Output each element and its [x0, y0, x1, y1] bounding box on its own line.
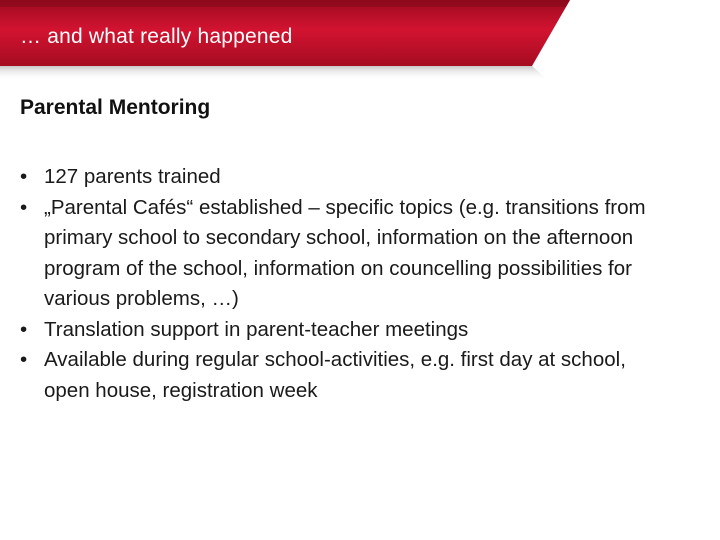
slide-subtitle: Parental Mentoring [20, 96, 211, 119]
header-title: … and what really happened [20, 25, 293, 48]
bullet-list [20, 162, 660, 406]
bullet-text: 127 parents trained [44, 165, 221, 188]
bullet-marker: • [20, 165, 28, 188]
bullet-marker: • [20, 348, 28, 371]
bullet-marker: • [20, 195, 28, 219]
header-banner [0, 0, 720, 80]
bullet-text: Available during regular school-activities, e.g. first day at school, open house, registration week [44, 348, 626, 402]
bullet-text: Translation support in parent-teacher meetings [44, 317, 469, 341]
bullet-item [20, 315, 660, 346]
bullet-text: „Parental Cafés“ established – specific topics (e.g. transitions from primary school to secondary school, information on the afternoon program of the school, information on councelling possibilities for various problems, …) [44, 195, 646, 310]
bullet-item [20, 193, 660, 315]
bullet-item [20, 162, 660, 193]
bullet-marker: • [20, 317, 28, 341]
bullet-item [20, 345, 660, 406]
